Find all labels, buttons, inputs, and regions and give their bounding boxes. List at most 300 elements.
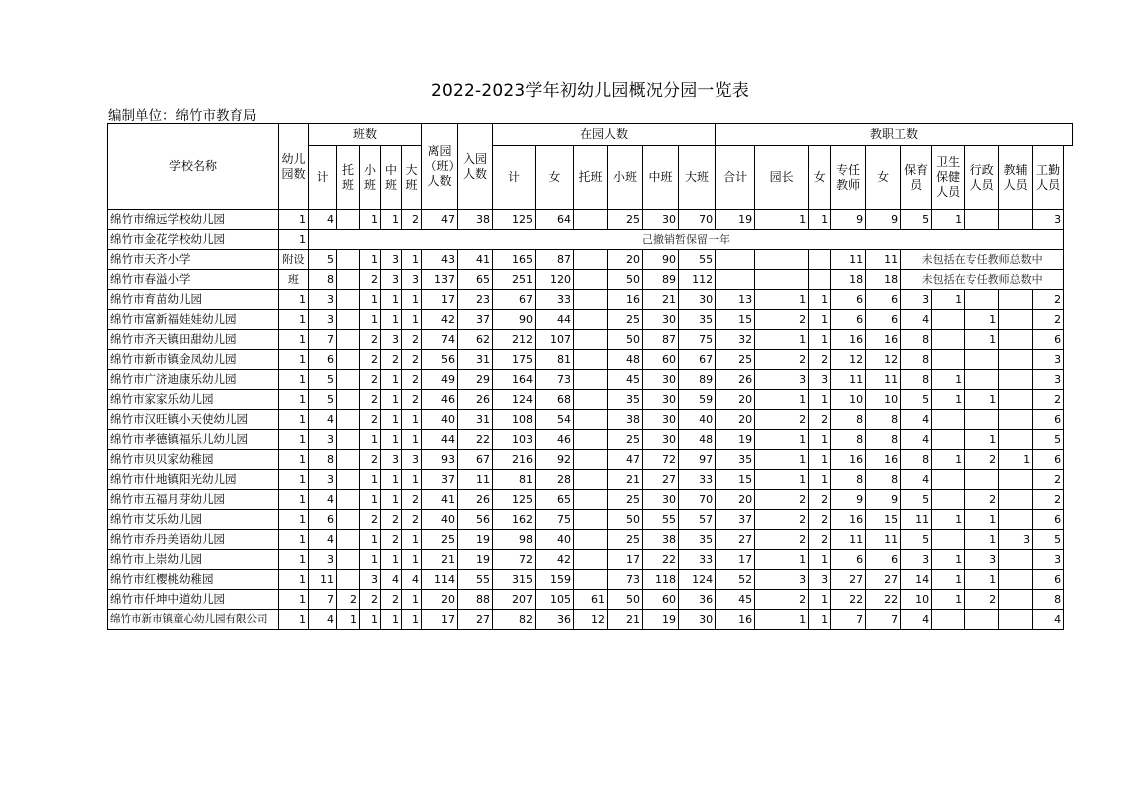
table-cell: 1 — [381, 390, 402, 410]
table-cell — [999, 550, 1033, 570]
table-cell: 6 — [831, 290, 866, 310]
table-cell: 61 — [574, 590, 608, 610]
table-row — [108, 310, 1073, 330]
table-cell: 1 — [381, 370, 402, 390]
table-cell: 2 — [755, 350, 809, 370]
table-cell — [965, 290, 999, 310]
header-staff-teachers-female: 女 — [866, 146, 901, 210]
table-cell: 2 — [360, 330, 381, 350]
table-cell: 125 — [493, 210, 536, 230]
table-cell: 6 — [831, 310, 866, 330]
table-cell: 2 — [809, 410, 831, 430]
table-cell: 40 — [536, 530, 574, 550]
table-cell — [999, 350, 1033, 370]
table-cell — [932, 310, 965, 330]
table-row — [108, 510, 1073, 530]
table-cell: 30 — [643, 430, 679, 450]
table-cell — [965, 370, 999, 390]
table-cell: 2 — [1033, 470, 1064, 490]
table-cell: 87 — [643, 330, 679, 350]
header-school-name: 学校名称 — [108, 124, 279, 210]
table-cell: 87 — [536, 250, 574, 270]
table-cell: 19 — [643, 610, 679, 630]
table-cell: 124 — [493, 390, 536, 410]
table-cell: 50 — [608, 330, 643, 350]
table-cell: 42 — [536, 550, 574, 570]
table-cell: 8 — [831, 470, 866, 490]
table-cell: 1 — [755, 550, 809, 570]
table-cell: 1 — [965, 390, 999, 410]
table-cell: 16 — [866, 450, 901, 470]
table-cell — [809, 250, 831, 270]
table-cell: 5 — [901, 530, 932, 550]
table-cell: 1 — [279, 390, 309, 410]
table-cell: 30 — [643, 390, 679, 410]
table-cell: 22 — [643, 550, 679, 570]
table-row — [108, 450, 1073, 470]
table-cell: 47 — [422, 210, 458, 230]
table-cell: 25 — [716, 350, 755, 370]
table-cell: 1 — [809, 550, 831, 570]
table-cell: 3 — [1033, 350, 1064, 370]
table-cell: 35 — [679, 530, 716, 550]
table-cell — [337, 490, 360, 510]
table-cell: 70 — [679, 210, 716, 230]
table-cell: 1 — [279, 230, 309, 250]
table-cell: 55 — [679, 250, 716, 270]
table-cell — [716, 270, 755, 290]
table-cell: 81 — [493, 470, 536, 490]
table-cell: 2 — [965, 490, 999, 510]
table-cell — [999, 330, 1033, 350]
table-cell: 4 — [1033, 610, 1064, 630]
header-enrolled-small: 小班 — [608, 146, 643, 210]
table-cell — [574, 530, 608, 550]
table-cell: 16 — [716, 610, 755, 630]
table-cell: 1 — [809, 390, 831, 410]
table-cell: 46 — [536, 430, 574, 450]
table-cell: 137 — [422, 270, 458, 290]
table-cell — [932, 350, 965, 370]
table-cell: 2 — [381, 350, 402, 370]
table-cell: 2 — [381, 510, 402, 530]
table-cell: 2 — [402, 330, 422, 350]
table-cell: 20 — [716, 390, 755, 410]
table-cell: 31 — [458, 350, 493, 370]
table-cell: 2 — [402, 510, 422, 530]
table-cell: 2 — [809, 490, 831, 510]
table-cell: 89 — [643, 270, 679, 290]
table-cell: 3 — [381, 450, 402, 470]
table-cell: 207 — [493, 590, 536, 610]
table-cell: 5 — [309, 370, 337, 390]
table-cell: 212 — [493, 330, 536, 350]
row-remark: 未包括在专任教师总数中 — [901, 250, 1064, 270]
table-cell: 27 — [458, 610, 493, 630]
table-cell: 10 — [901, 590, 932, 610]
table-cell: 68 — [536, 390, 574, 410]
table-cell — [999, 590, 1033, 610]
table-cell: 30 — [643, 210, 679, 230]
table-cell: 60 — [643, 350, 679, 370]
table-cell: 8 — [831, 430, 866, 450]
table-cell: 114 — [422, 570, 458, 590]
table-cell: 1 — [279, 550, 309, 570]
table-cell: 1 — [402, 590, 422, 610]
table-cell: 11 — [866, 370, 901, 390]
table-cell: 40 — [422, 410, 458, 430]
table-cell: 1 — [360, 310, 381, 330]
table-cell: 3 — [402, 270, 422, 290]
table-cell: 67 — [493, 290, 536, 310]
table-cell: 162 — [493, 510, 536, 530]
table-cell: 4 — [901, 610, 932, 630]
table-cell: 45 — [716, 590, 755, 610]
header-staff-health: 卫生保健人员 — [932, 146, 965, 210]
table-cell: 125 — [493, 490, 536, 510]
table-cell: 4 — [309, 410, 337, 430]
table-cell: 2 — [337, 590, 360, 610]
school-name-cell: 绵竹市红樱桃幼稚园 — [108, 570, 279, 590]
table-cell: 1 — [932, 290, 965, 310]
header-classes: 班数 — [309, 124, 422, 146]
table-cell: 67 — [458, 450, 493, 470]
table-cell: 1 — [755, 390, 809, 410]
table-cell: 1 — [381, 310, 402, 330]
table-cell: 36 — [679, 590, 716, 610]
table-cell: 2 — [360, 390, 381, 410]
table-cell: 41 — [458, 250, 493, 270]
table-cell: 13 — [716, 290, 755, 310]
table-cell: 5 — [901, 490, 932, 510]
table-cell — [337, 430, 360, 450]
table-cell: 90 — [493, 310, 536, 330]
table-cell: 1 — [337, 610, 360, 630]
table-cell: 2 — [360, 270, 381, 290]
table-cell — [574, 310, 608, 330]
row-remark: 未包括在专任教师总数中 — [901, 270, 1064, 290]
table-cell: 1 — [932, 450, 965, 470]
table-cell: 4 — [309, 610, 337, 630]
table-cell: 56 — [422, 350, 458, 370]
table-cell: 2 — [755, 590, 809, 610]
table-cell: 88 — [458, 590, 493, 610]
table-cell: 3 — [360, 570, 381, 590]
table-row — [108, 330, 1073, 350]
table-cell: 20 — [608, 250, 643, 270]
table-cell: 6 — [1033, 410, 1064, 430]
table-cell: 3 — [1033, 550, 1064, 570]
table-cell: 1 — [279, 350, 309, 370]
table-cell: 60 — [643, 590, 679, 610]
table-cell: 73 — [608, 570, 643, 590]
table-cell: 1 — [360, 430, 381, 450]
table-cell: 26 — [716, 370, 755, 390]
table-cell: 1 — [965, 430, 999, 450]
header-staff-teachers: 专任教师 — [831, 146, 866, 210]
table-cell: 2 — [965, 450, 999, 470]
table-cell: 1 — [932, 210, 965, 230]
header-enrolled-middle: 中班 — [643, 146, 679, 210]
table-cell: 3 — [309, 310, 337, 330]
table-cell — [337, 210, 360, 230]
table-cell: 7 — [866, 610, 901, 630]
header-leaving: 离园（班）人数 — [422, 124, 458, 210]
table-cell — [337, 570, 360, 590]
school-name-cell: 绵竹市五福月芽幼儿园 — [108, 490, 279, 510]
table-cell: 2 — [402, 390, 422, 410]
table-cell: 35 — [716, 450, 755, 470]
table-cell: 46 — [422, 390, 458, 410]
table-cell: 1 — [965, 330, 999, 350]
table-cell: 1 — [999, 450, 1033, 470]
table-cell: 5 — [309, 250, 337, 270]
table-cell: 2 — [809, 530, 831, 550]
table-cell: 30 — [643, 490, 679, 510]
table-cell: 251 — [493, 270, 536, 290]
school-name-cell: 绵竹市贝贝家幼稚园 — [108, 450, 279, 470]
school-name-cell: 绵竹市新市镇童心幼儿园有限公司 — [108, 610, 279, 630]
table-row — [108, 210, 1073, 230]
table-row — [108, 370, 1073, 390]
school-name-cell: 绵竹市育苗幼儿园 — [108, 290, 279, 310]
table-row — [108, 270, 1073, 290]
table-cell: 15 — [716, 470, 755, 490]
school-name-cell: 绵竹市春溢小学 — [108, 270, 279, 290]
table-cell: 6 — [866, 310, 901, 330]
table-cell: 9 — [866, 210, 901, 230]
table-cell: 82 — [493, 610, 536, 630]
table-cell: 1 — [809, 450, 831, 470]
table-cell: 33 — [679, 470, 716, 490]
table-cell: 5 — [901, 390, 932, 410]
table-cell: 16 — [608, 290, 643, 310]
table-cell — [574, 490, 608, 510]
table-cell — [574, 550, 608, 570]
table-cell — [932, 330, 965, 350]
table-cell — [999, 570, 1033, 590]
table-cell: 4 — [901, 430, 932, 450]
table-cell: 6 — [1033, 330, 1064, 350]
table-cell: 27 — [716, 530, 755, 550]
table-cell: 2 — [360, 350, 381, 370]
table-cell: 21 — [422, 550, 458, 570]
table-cell: 8 — [901, 330, 932, 350]
table-row — [108, 570, 1073, 590]
table-cell: 2 — [402, 370, 422, 390]
table-cell: 1 — [755, 450, 809, 470]
table-cell: 7 — [309, 330, 337, 350]
table-cell: 30 — [643, 370, 679, 390]
header-enrolled-big: 大班 — [679, 146, 716, 210]
table-cell: 27 — [643, 470, 679, 490]
table-cell: 2 — [1033, 310, 1064, 330]
table-cell: 165 — [493, 250, 536, 270]
table-cell: 3 — [381, 250, 402, 270]
table-cell: 1 — [809, 310, 831, 330]
table-cell: 26 — [458, 390, 493, 410]
table-cell: 3 — [755, 370, 809, 390]
table-cell: 2 — [755, 490, 809, 510]
table-cell: 10 — [831, 390, 866, 410]
table-cell: 1 — [402, 550, 422, 570]
header-staff-admin: 行政人员 — [965, 146, 999, 210]
table-cell: 11 — [901, 510, 932, 530]
table-cell: 1 — [360, 290, 381, 310]
table-cell: 12 — [866, 350, 901, 370]
table-cell — [932, 490, 965, 510]
table-cell: 4 — [309, 490, 337, 510]
table-cell: 2 — [360, 510, 381, 530]
table-cell — [755, 270, 809, 290]
table-cell: 38 — [643, 530, 679, 550]
table-cell: 107 — [536, 330, 574, 350]
table-cell: 25 — [608, 210, 643, 230]
table-cell: 1 — [279, 590, 309, 610]
table-row — [108, 290, 1073, 310]
table-cell: 1 — [402, 290, 422, 310]
table-cell: 9 — [866, 490, 901, 510]
table-cell: 72 — [493, 550, 536, 570]
table-cell: 1 — [360, 490, 381, 510]
table-cell: 35 — [679, 310, 716, 330]
table-cell — [965, 350, 999, 370]
table-cell: 2 — [360, 370, 381, 390]
table-cell — [574, 470, 608, 490]
table-cell: 41 — [422, 490, 458, 510]
table-cell: 7 — [831, 610, 866, 630]
table-cell: 20 — [716, 490, 755, 510]
table-cell — [809, 270, 831, 290]
table-cell: 1 — [360, 210, 381, 230]
table-cell: 40 — [679, 410, 716, 430]
table-cell: 216 — [493, 450, 536, 470]
table-cell — [337, 350, 360, 370]
compiling-unit: 编制单位：绵竹市教育局 — [108, 108, 257, 124]
table-cell: 1 — [932, 570, 965, 590]
table-row — [108, 470, 1073, 490]
table-cell: 1 — [381, 290, 402, 310]
table-cell: 159 — [536, 570, 574, 590]
table-cell — [337, 530, 360, 550]
table-cell: 1 — [279, 510, 309, 530]
table-cell: 3 — [309, 470, 337, 490]
table-cell: 42 — [422, 310, 458, 330]
table-cell: 3 — [381, 270, 402, 290]
table-cell: 2 — [965, 590, 999, 610]
table-cell: 1 — [809, 210, 831, 230]
table-cell: 55 — [643, 510, 679, 530]
table-cell: 4 — [901, 470, 932, 490]
table-cell: 31 — [458, 410, 493, 430]
table-cell: 1 — [402, 470, 422, 490]
table-cell: 3 — [1033, 210, 1064, 230]
table-cell: 17 — [422, 290, 458, 310]
table-cell: 1 — [932, 510, 965, 530]
table-cell — [337, 310, 360, 330]
table-cell: 1 — [279, 330, 309, 350]
table-cell — [574, 510, 608, 530]
table-cell: 8 — [866, 430, 901, 450]
school-name-cell: 绵竹市天齐小学 — [108, 250, 279, 270]
table-cell: 2 — [360, 590, 381, 610]
table-cell: 3 — [809, 570, 831, 590]
table-cell: 8 — [309, 270, 337, 290]
table-cell — [999, 410, 1033, 430]
table-cell: 52 — [716, 570, 755, 590]
table-cell: 2 — [755, 530, 809, 550]
table-cell: 6 — [866, 550, 901, 570]
table-cell: 1 — [279, 430, 309, 450]
school-name-cell: 绵竹市广济迪康乐幼儿园 — [108, 370, 279, 390]
table-cell: 1 — [402, 530, 422, 550]
table-cell: 1 — [381, 210, 402, 230]
table-cell — [574, 270, 608, 290]
table-cell: 5 — [1033, 430, 1064, 450]
table-cell: 7 — [309, 590, 337, 610]
school-name-cell: 绵竹市乔丹美语幼儿园 — [108, 530, 279, 550]
table-cell: 37 — [716, 510, 755, 530]
table-cell: 附设 — [279, 250, 309, 270]
table-cell: 6 — [831, 550, 866, 570]
table-cell: 44 — [422, 430, 458, 450]
table-cell: 49 — [422, 370, 458, 390]
school-name-cell: 绵竹市富新福娃娃幼儿园 — [108, 310, 279, 330]
table-cell: 11 — [309, 570, 337, 590]
table-cell — [574, 450, 608, 470]
table-cell: 43 — [422, 250, 458, 270]
table-cell: 124 — [679, 570, 716, 590]
table-cell: 1 — [279, 470, 309, 490]
table-cell: 32 — [716, 330, 755, 350]
table-cell: 3 — [309, 550, 337, 570]
table-cell: 8 — [901, 370, 932, 390]
table-cell — [337, 270, 360, 290]
table-cell: 14 — [901, 570, 932, 590]
table-cell: 1 — [932, 590, 965, 610]
table-cell — [755, 250, 809, 270]
table-cell: 1 — [360, 470, 381, 490]
table-cell: 2 — [809, 350, 831, 370]
table-cell: 18 — [831, 270, 866, 290]
table-cell — [965, 470, 999, 490]
table-cell: 22 — [866, 590, 901, 610]
table-cell — [999, 370, 1033, 390]
table-cell — [337, 250, 360, 270]
school-name-cell: 绵竹市上崇幼儿园 — [108, 550, 279, 570]
table-row — [108, 590, 1073, 610]
table-cell: 1 — [755, 210, 809, 230]
table-cell: 3 — [965, 550, 999, 570]
table-cell: 1 — [965, 310, 999, 330]
table-cell: 8 — [1033, 590, 1064, 610]
table-cell: 97 — [679, 450, 716, 470]
table-cell: 1 — [381, 410, 402, 430]
table-cell: 4 — [901, 310, 932, 330]
header-enrolled-nursery: 托班 — [574, 146, 608, 210]
table-cell: 120 — [536, 270, 574, 290]
table-cell — [574, 370, 608, 390]
table-cell: 2 — [809, 510, 831, 530]
table-cell — [337, 470, 360, 490]
header-enrolled-female: 女 — [536, 146, 574, 210]
table-cell: 11 — [866, 530, 901, 550]
table-cell: 17 — [716, 550, 755, 570]
table-cell: 40 — [422, 510, 458, 530]
table-cell: 6 — [1033, 510, 1064, 530]
table-cell — [574, 570, 608, 590]
table-cell: 1 — [809, 330, 831, 350]
